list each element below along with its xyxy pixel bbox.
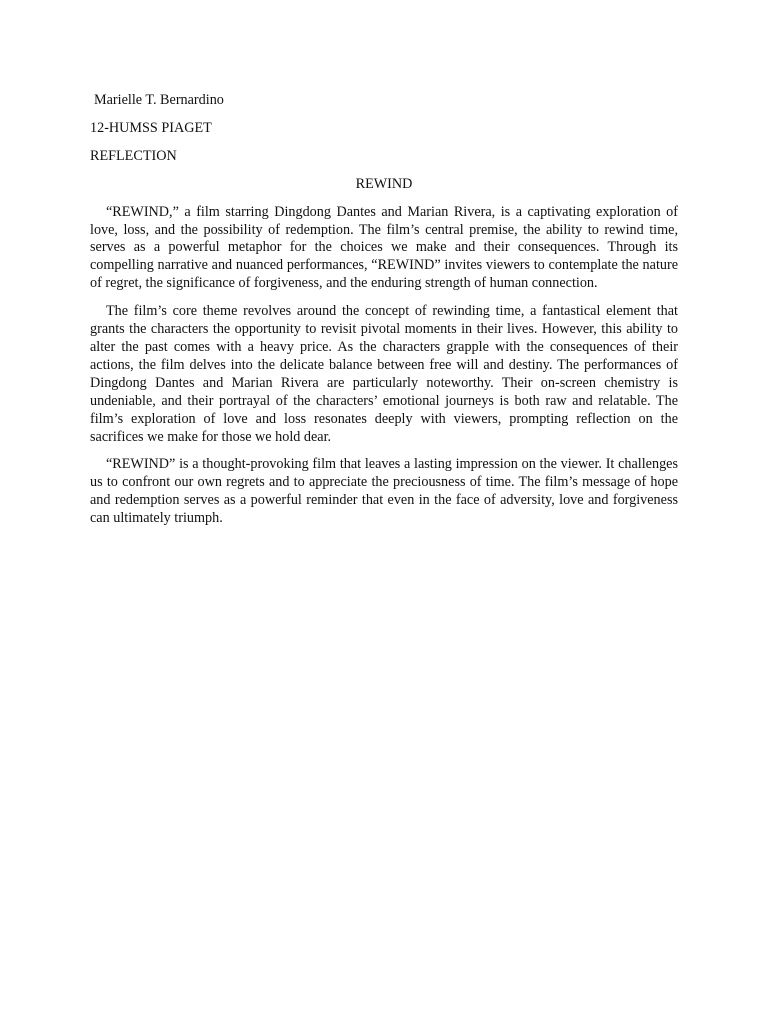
paragraph-intro: “REWIND,” a film starring Dingdong Dantes and Marian Rivera, is a captivating exploration of love, loss, and the possibility of redemption. The film’s central premise, the ability to rewind time, serves as a powerful metaphor for the choices we make and their consequences. Through its compelling narrative and nuanced performances, “REWIND” invites viewers to contemplate the nature of regret, the significance of forgiveness, and the enduring strength of human connection. <box>90 203 678 292</box>
paragraph-conclusion: “REWIND” is a thought-provoking film that leaves a lasting impression on the viewer. It challenges us to confront our own regrets and to appreciate the preciousness of time. The film’s message of hope and redemption serves as a powerful reminder that even in the face of adversity, love and forgiveness can ultimately triumph. <box>90 456 678 527</box>
document-body <box>90 92 678 538</box>
paragraph-theme: The film’s core theme revolves around the concept of rewinding time, a fantastical element that grants the characters the opportunity to revisit pivotal moments in their lives. However, this ability to alter the past comes with a heavy price. As the characters grapple with the consequences of their actions, the film delves into the delicate balance between free will and destiny. The performances of Dingdong Dantes and Marian Rivera are particularly noteworthy. Their on-screen chemistry is undeniable, and their portrayal of the characters’ emotional journeys is both raw and relatable. The film’s exploration of love and loss resonates deeply with viewers, prompting reflection on the sacrifices we make for those we hold dear. <box>90 303 678 445</box>
author-name: Marielle T. Bernardino <box>94 92 224 108</box>
document-title: REWIND <box>355 175 413 192</box>
class-section: 12-HUMSS PIAGET <box>90 119 212 136</box>
document-type: REFLECTION <box>90 147 177 164</box>
